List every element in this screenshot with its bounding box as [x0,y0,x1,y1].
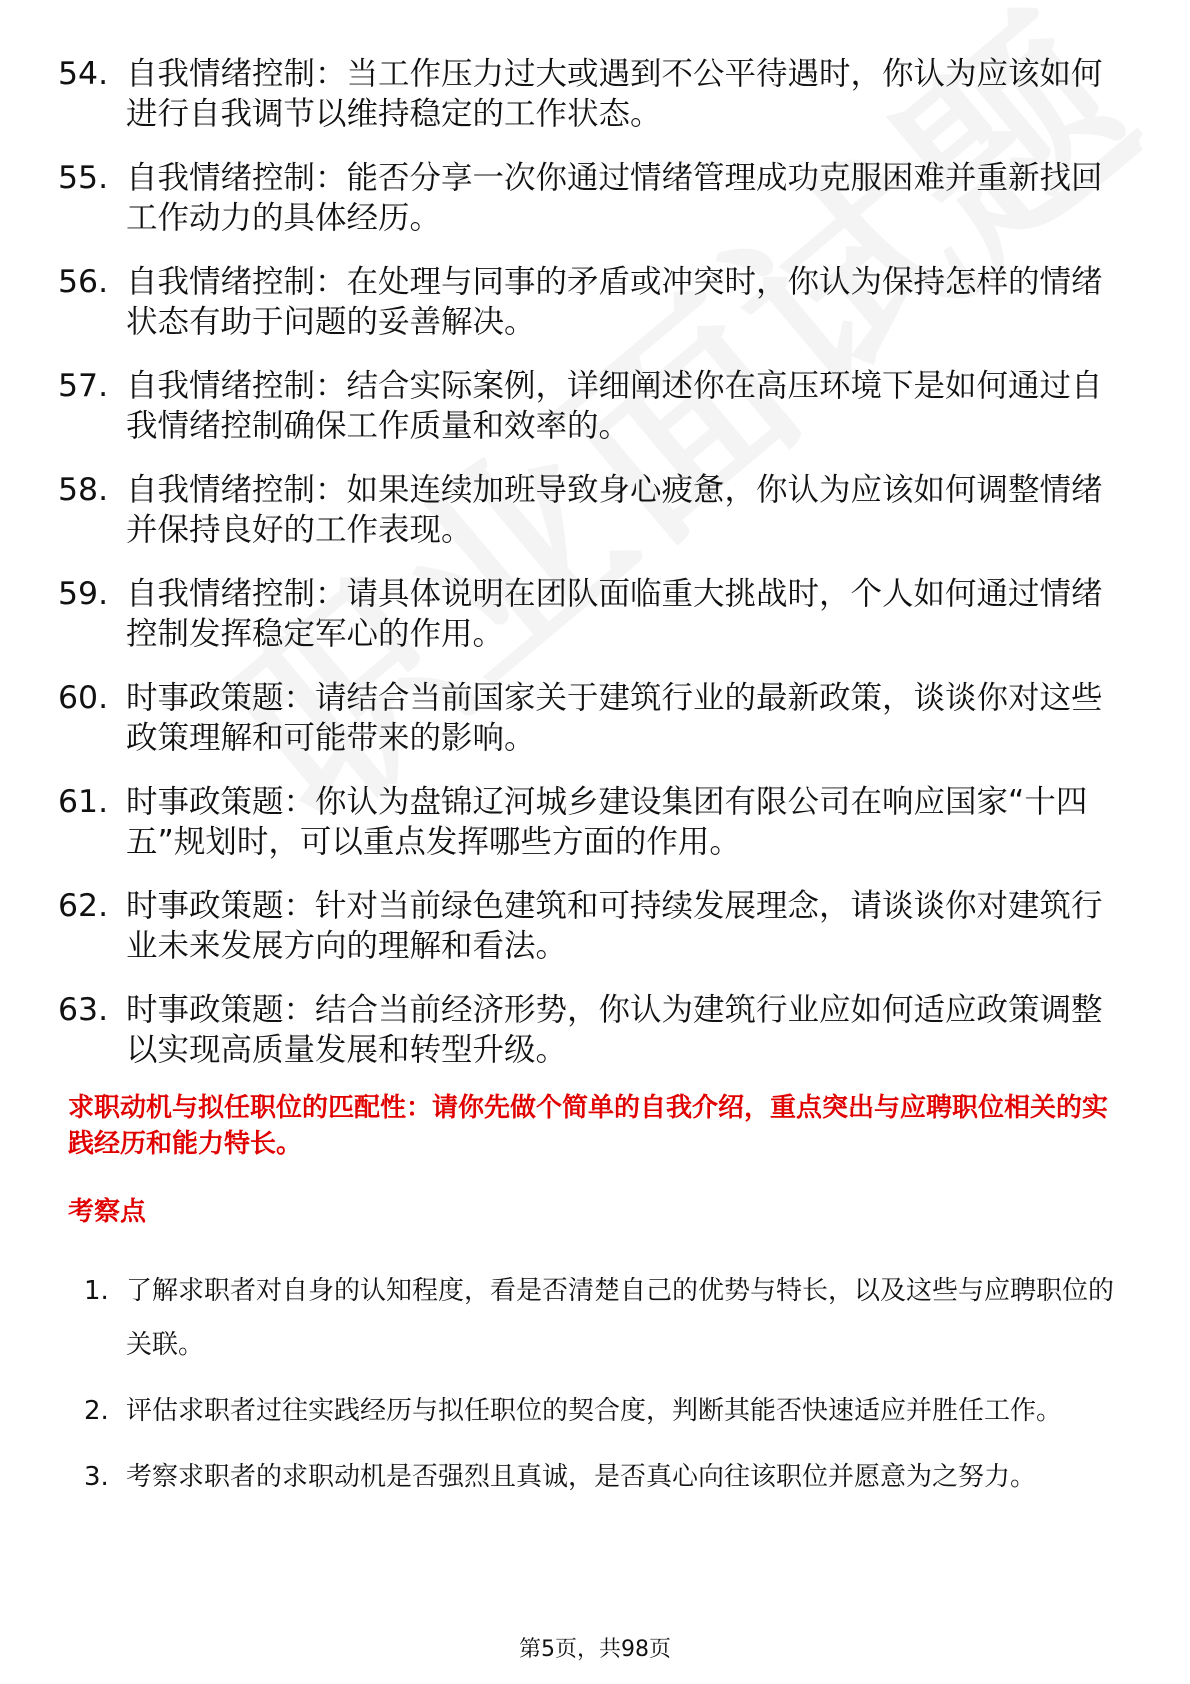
focus-point-number: 1. [84,1276,109,1306]
question-item [58,366,1128,446]
question-item [58,782,1128,862]
question-number: 63. [58,992,109,1028]
question-text: 自我情绪控制：结合实际案例，详细阐述你在高压环境下是如何通过自我情绪控制确保工作质量和效率的。 [126,368,1103,444]
question-text: 自我情绪控制：当工作压力过大或遇到不公平待遇时，你认为应该如何进行自我调节以维持稳定的工作状态。 [126,56,1103,132]
focus-point-number: 2. [84,1396,109,1426]
question-number: 56. [58,264,109,300]
question-item [58,158,1128,238]
question-number: 62. [58,888,109,924]
focus-points-list [84,1264,1134,1516]
question-text: 自我情绪控制：如果连续加班导致身心疲惫，你认为应该如何调整情绪并保持良好的工作表现。 [126,472,1103,548]
focus-points-label: 考察点 [68,1197,147,1227]
question-item [58,262,1128,342]
section-heading: 求职动机与拟任职位的匹配性：请你先做个简单的自我介绍，重点突出与应聘职位相关的实践经历和能力特长。 [68,1093,1109,1159]
question-number: 60. [58,680,109,716]
focus-point-text: 了解求职者对自身的认知程度，看是否清楚自己的优势与特长，以及这些与应聘职位的关联。 [126,1276,1115,1360]
question-number: 57. [58,368,109,404]
question-text: 时事政策题：你认为盘锦辽河城乡建设集团有限公司在响应国家“十四五”规划时，可以重点发挥哪些方面的作用。 [126,784,1088,860]
question-text: 自我情绪控制：请具体说明在团队面临重大挑战时，个人如何通过情绪控制发挥稳定军心的作用。 [126,576,1103,652]
question-item [58,470,1128,550]
question-number: 58. [58,472,109,508]
focus-point-text: 评估求职者过往实践经历与拟任职位的契合度，判断其能否快速适应并胜任工作。 [126,1396,1063,1426]
question-item [58,886,1128,966]
page-number-footer: 第5页，共98页 [519,1637,671,1662]
focus-point-item [84,1450,1134,1504]
focus-point-item [84,1264,1134,1372]
question-text: 时事政策题：结合当前经济形势，你认为建筑行业应如何适应政策调整以实现高质量发展和转型升级。 [126,992,1103,1068]
question-item [58,990,1128,1070]
question-number: 55. [58,160,109,196]
question-text: 自我情绪控制：在处理与同事的矛盾或冲突时，你认为保持怎样的情绪状态有助于问题的妥善解决。 [126,264,1103,340]
question-number: 54. [58,56,109,92]
focus-point-number: 3. [84,1462,109,1492]
question-item [58,574,1128,654]
question-item [58,678,1128,758]
focus-point-item [84,1384,1134,1438]
question-text: 时事政策题：请结合当前国家关于建筑行业的最新政策，谈谈你对这些政策理解和可能带来的影响。 [126,680,1103,756]
question-text: 自我情绪控制：能否分享一次你通过情绪管理成功克服困难并重新找回工作动力的具体经历。 [126,160,1103,236]
question-text: 时事政策题：针对当前绿色建筑和可持续发展理念，请谈谈你对建筑行业未来发展方向的理解和看法。 [126,888,1103,964]
question-number: 61. [58,784,109,820]
question-number: 59. [58,576,109,612]
question-list [58,54,1128,1094]
question-item [58,54,1128,134]
focus-point-text: 考察求职者的求职动机是否强烈且真诚，是否真心向往该职位并愿意为之努力。 [126,1462,1037,1492]
